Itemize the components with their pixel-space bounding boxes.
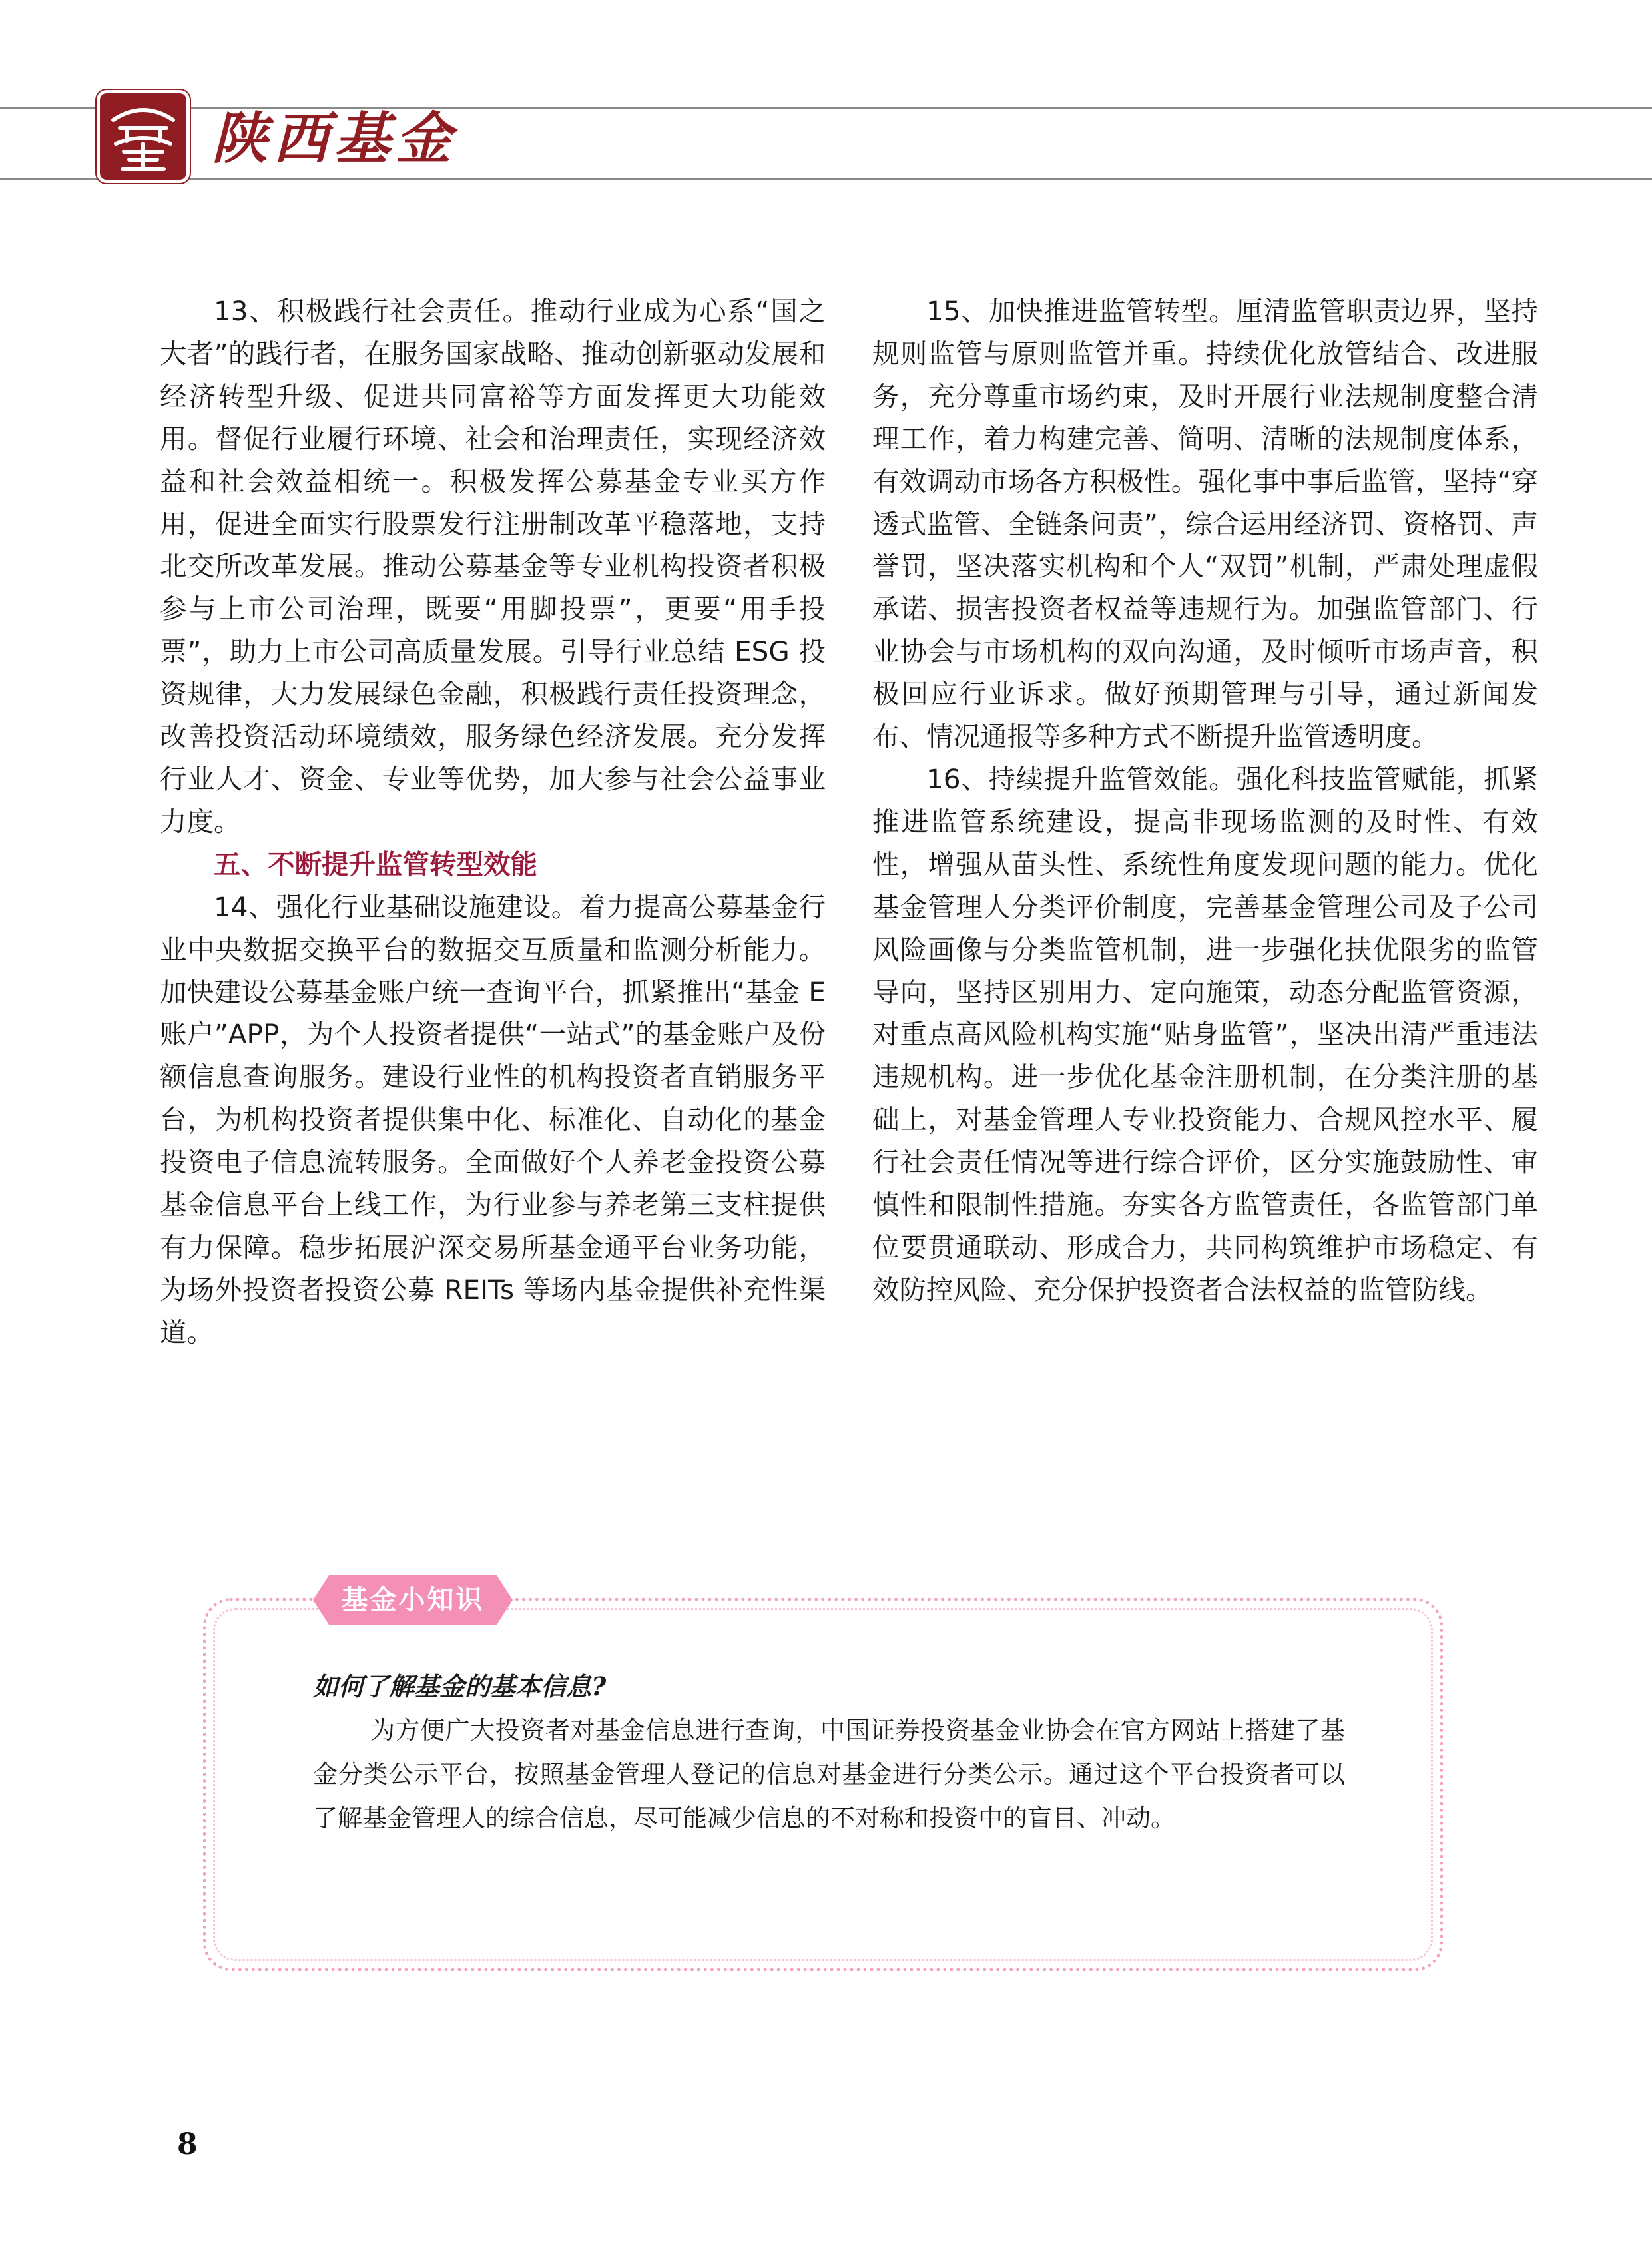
- right-column: [872, 290, 1538, 1312]
- paragraph-16: 16、持续提升监管效能。强化科技监管赋能，抓紧推进监管系统建设，提高非现场监测的及时性、有效性，增强从苗头性、系统性角度发现问题的能力。优化基金管理人分类评价制度，完善基金管理公司及子公司风险画像与分类监管机制，进一步强化扶优限劣的监管导向，坚持区别用力、定向施策，动态分配监管资源，对重点高风险机构实施“贴身监管”，坚决出清严重违法违规机构。进一步优化基金注册机制，在分类注册的基础上，对基金管理人专业投资能力、合规风控水平、履行社会责任情况等进行综合评价，区分实施鼓励性、审慎性和限制性措施。夯实各方监管责任，各监管部门单位要贯通联动、形成合力，共同构筑维护市场稳定、有效防控风险、充分保护投资者合法权益的监管防线。: [872, 762, 1538, 1306]
- paragraph-15: 15、加快推进监管转型。厘清监管职责边界，坚持规则监管与原则监管并重。持续优化放管结合、改进服务，充分尊重市场约束，及时开展行业法规制度整合清理工作，着力构建完善、简明、清晰的法规制度体系，有效调动市场各方积极性。强化事中事后监管，坚持“穿透式监管、全链条问责”，综合运用经济罚、资格罚、声誉罚，坚决落实机构和个人“双罚”机制，严肃处理虚假承诺、损害投资者权益等违规行为。加强监管部门、行业协会与市场机构的双向沟通，及时倾听市场声音，积极回应行业诉求。做好预期管理与引导，通过新闻发布、情况通报等多种方式不断提升监管透明度。: [872, 295, 1538, 753]
- magazine-title: 陕西基金: [212, 105, 457, 171]
- fund-knowledge-answer: 为方便广大投资者对基金信息进行查询，中国证券投资基金业协会在官方网站上搭建了基金分类公示平台，按照基金管理人登记的信息对基金进行分类公示。通过这个平台投资者可以了解基金管理人的综合信息，尽可能减少信息的不对称和投资中的盲目、冲动。: [313, 1716, 1345, 1832]
- pavilion-seal-icon: [100, 93, 186, 180]
- paragraph-13: 13、积极践行社会责任。推动行业成为心系“国之大者”的践行者，在服务国家战略、推动创新驱动发展和经济转型升级、促进共同富裕等方面发挥更大功能效用。督促行业履行环境、社会和治理责任，实现经济效益和社会效益相统一。积极发挥公募基金专业买方作用，促进全面实行股票发行注册制改革平稳落地，支持北交所改革发展。推动公募基金等专业机构投资者积极参与上市公司治理，既要“用脚投票”，更要“用手投票”，助力上市公司高质量发展。引导行业总结 ESG 投资规律，大力发展绿色金融，积极践行责任投资理念，改善投资活动环境绩效，服务绿色经济发展。充分发挥行业人才、资金、专业等优势，加大参与社会公益事业力度。: [160, 295, 826, 838]
- section-heading: 五、不断提升监管转型效能: [214, 848, 537, 880]
- fund-knowledge-banner-label-wrap: [313, 1575, 513, 1625]
- header-rule-bottom: [0, 178, 1652, 180]
- fund-knowledge-banner-label: 基金小知识: [341, 1585, 485, 1615]
- left-column: [160, 290, 826, 1354]
- paragraph-14: 14、强化行业基础设施建设。着力提高公募基金行业中央数据交换平台的数据交互质量和监测分析能力。加快建设公募基金账户统一查询平台，抓紧推出“基金 E 账户”APP，为个人投资者提供“一站式”的基金账户及份额信息查询服务。建设行业性的机构投资者直销服务平台，为机构投资者提供集中化、标准化、自动化的基金投资电子信息流转服务。全面做好个人养老金投资公募基金信息平台上线工作，为行业参与养老第三支柱提供有力保障。稳步拓展沪深交易所基金通平台业务功能，为场外投资者投资公募 REITs 等场内基金提供补充性渠道。: [160, 890, 826, 1348]
- fund-knowledge-content: [313, 1665, 1345, 1840]
- page-number: 8: [177, 2127, 198, 2161]
- fund-knowledge-question: 如何了解基金的基本信息?: [313, 1671, 607, 1701]
